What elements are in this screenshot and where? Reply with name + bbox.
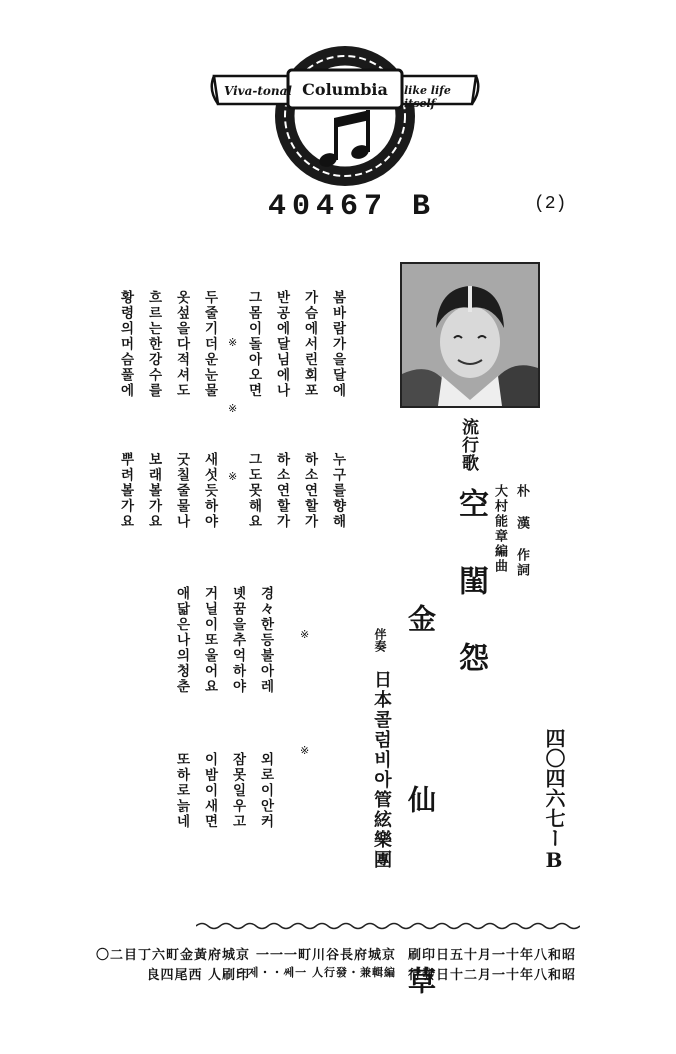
lyric-line-11-end: 이밤이새면 <box>201 752 218 830</box>
wavy-divider <box>196 916 580 926</box>
lyricist-credit: 朴 漢 作詞 <box>514 484 529 578</box>
colophon-issue-date: 昭和八年十一月二十日發行 <box>407 968 576 983</box>
colophon-address-1: 京城府長谷川町一一一 <box>255 948 396 963</box>
genre-label: 流行歌 <box>458 418 478 472</box>
verse-mark: ※ <box>300 628 310 641</box>
lyric-line-8: 황령의머슴풀에 <box>117 290 134 399</box>
lyric-line-12: 애닯은나의청춘 <box>173 586 190 695</box>
logo-right-banner-text: like life itself <box>404 84 451 110</box>
logo-left-banner-text: Viva-tonal <box>224 84 292 98</box>
lyric-line-12-end: 또하로늙네 <box>173 752 190 830</box>
lyric-line-4: 그몸이돌아오면 <box>245 290 262 399</box>
singer-photo <box>400 262 540 408</box>
singer-name: 金 仙 草 <box>404 604 437 1054</box>
colophon-printer: 印刷人 西尾四良 <box>146 968 250 983</box>
columbia-logo <box>210 40 480 190</box>
lyric-line-7: 흐르는한강수를 <box>145 290 162 399</box>
lyric-line-3: 반공에달님에나 <box>273 290 290 399</box>
lyric-line-6: 옷섶을다적셔도 <box>173 290 190 399</box>
arranger-credit: 大村能章編曲 <box>492 484 507 574</box>
lyric-line-10: 녯꿈을추억하야 <box>229 586 246 695</box>
lyric-line-3-end: 하소연할가 <box>273 452 290 530</box>
record-number: 40467 B <box>268 190 437 224</box>
lyric-line-5-end: 새섯듯하야 <box>201 452 218 530</box>
lyric-line-2: 가슴에서린회포 <box>301 290 318 399</box>
catalog-number: 四〇四六七ーB <box>542 728 566 872</box>
lyric-line-10-end: 잠못일우고 <box>229 752 246 830</box>
verse-mark: ※ <box>228 402 238 415</box>
wavy-line-graphic <box>196 921 580 931</box>
lyric-line-1-end: 누구를향해 <box>329 452 346 530</box>
lyric-line-5: 두줄기더운눈물 <box>201 290 218 399</box>
lyric-line-7-end: 보래볼가요 <box>145 452 162 530</box>
lyric-line-9: 경々한등불아레 <box>257 586 274 695</box>
lyric-line-6-end: 굿칠줄물나 <box>173 452 190 530</box>
logo-brand-text: Columbia <box>302 80 388 99</box>
columbia-logo-graphic <box>210 40 480 190</box>
lyric-line-11: 거닐이또울어요 <box>201 586 218 695</box>
colophon-publisher: 編輯兼・發行人 一쎄・・제ー <box>235 966 396 979</box>
verse-mark: ※ <box>228 470 238 483</box>
lyric-line-8-end: 뿌려볼가요 <box>117 452 134 530</box>
colophon-print-date: 昭和八年十一月十五日印刷 <box>407 948 576 963</box>
accompaniment-name: 日本콜럼비아管絃樂團 <box>371 670 392 870</box>
singer-portrait-image <box>402 264 538 406</box>
song-title: 空 閨 怨 <box>453 488 488 678</box>
accompaniment-label: 伴奏 <box>373 628 387 652</box>
lyric-line-9-end: 외로이안커 <box>257 752 274 830</box>
colophon-address-2: 京城府黃金町六丁目二〇 <box>95 948 250 963</box>
side-number: (2) <box>534 194 567 214</box>
lyric-line-4-end: 그도못해요 <box>245 452 262 530</box>
verse-mark: ※ <box>300 744 310 757</box>
lyric-line-2-end: 하소연할가 <box>301 452 318 530</box>
verse-mark: ※ <box>228 336 238 349</box>
lyric-line-1: 봄바람가을달에 <box>329 290 346 399</box>
